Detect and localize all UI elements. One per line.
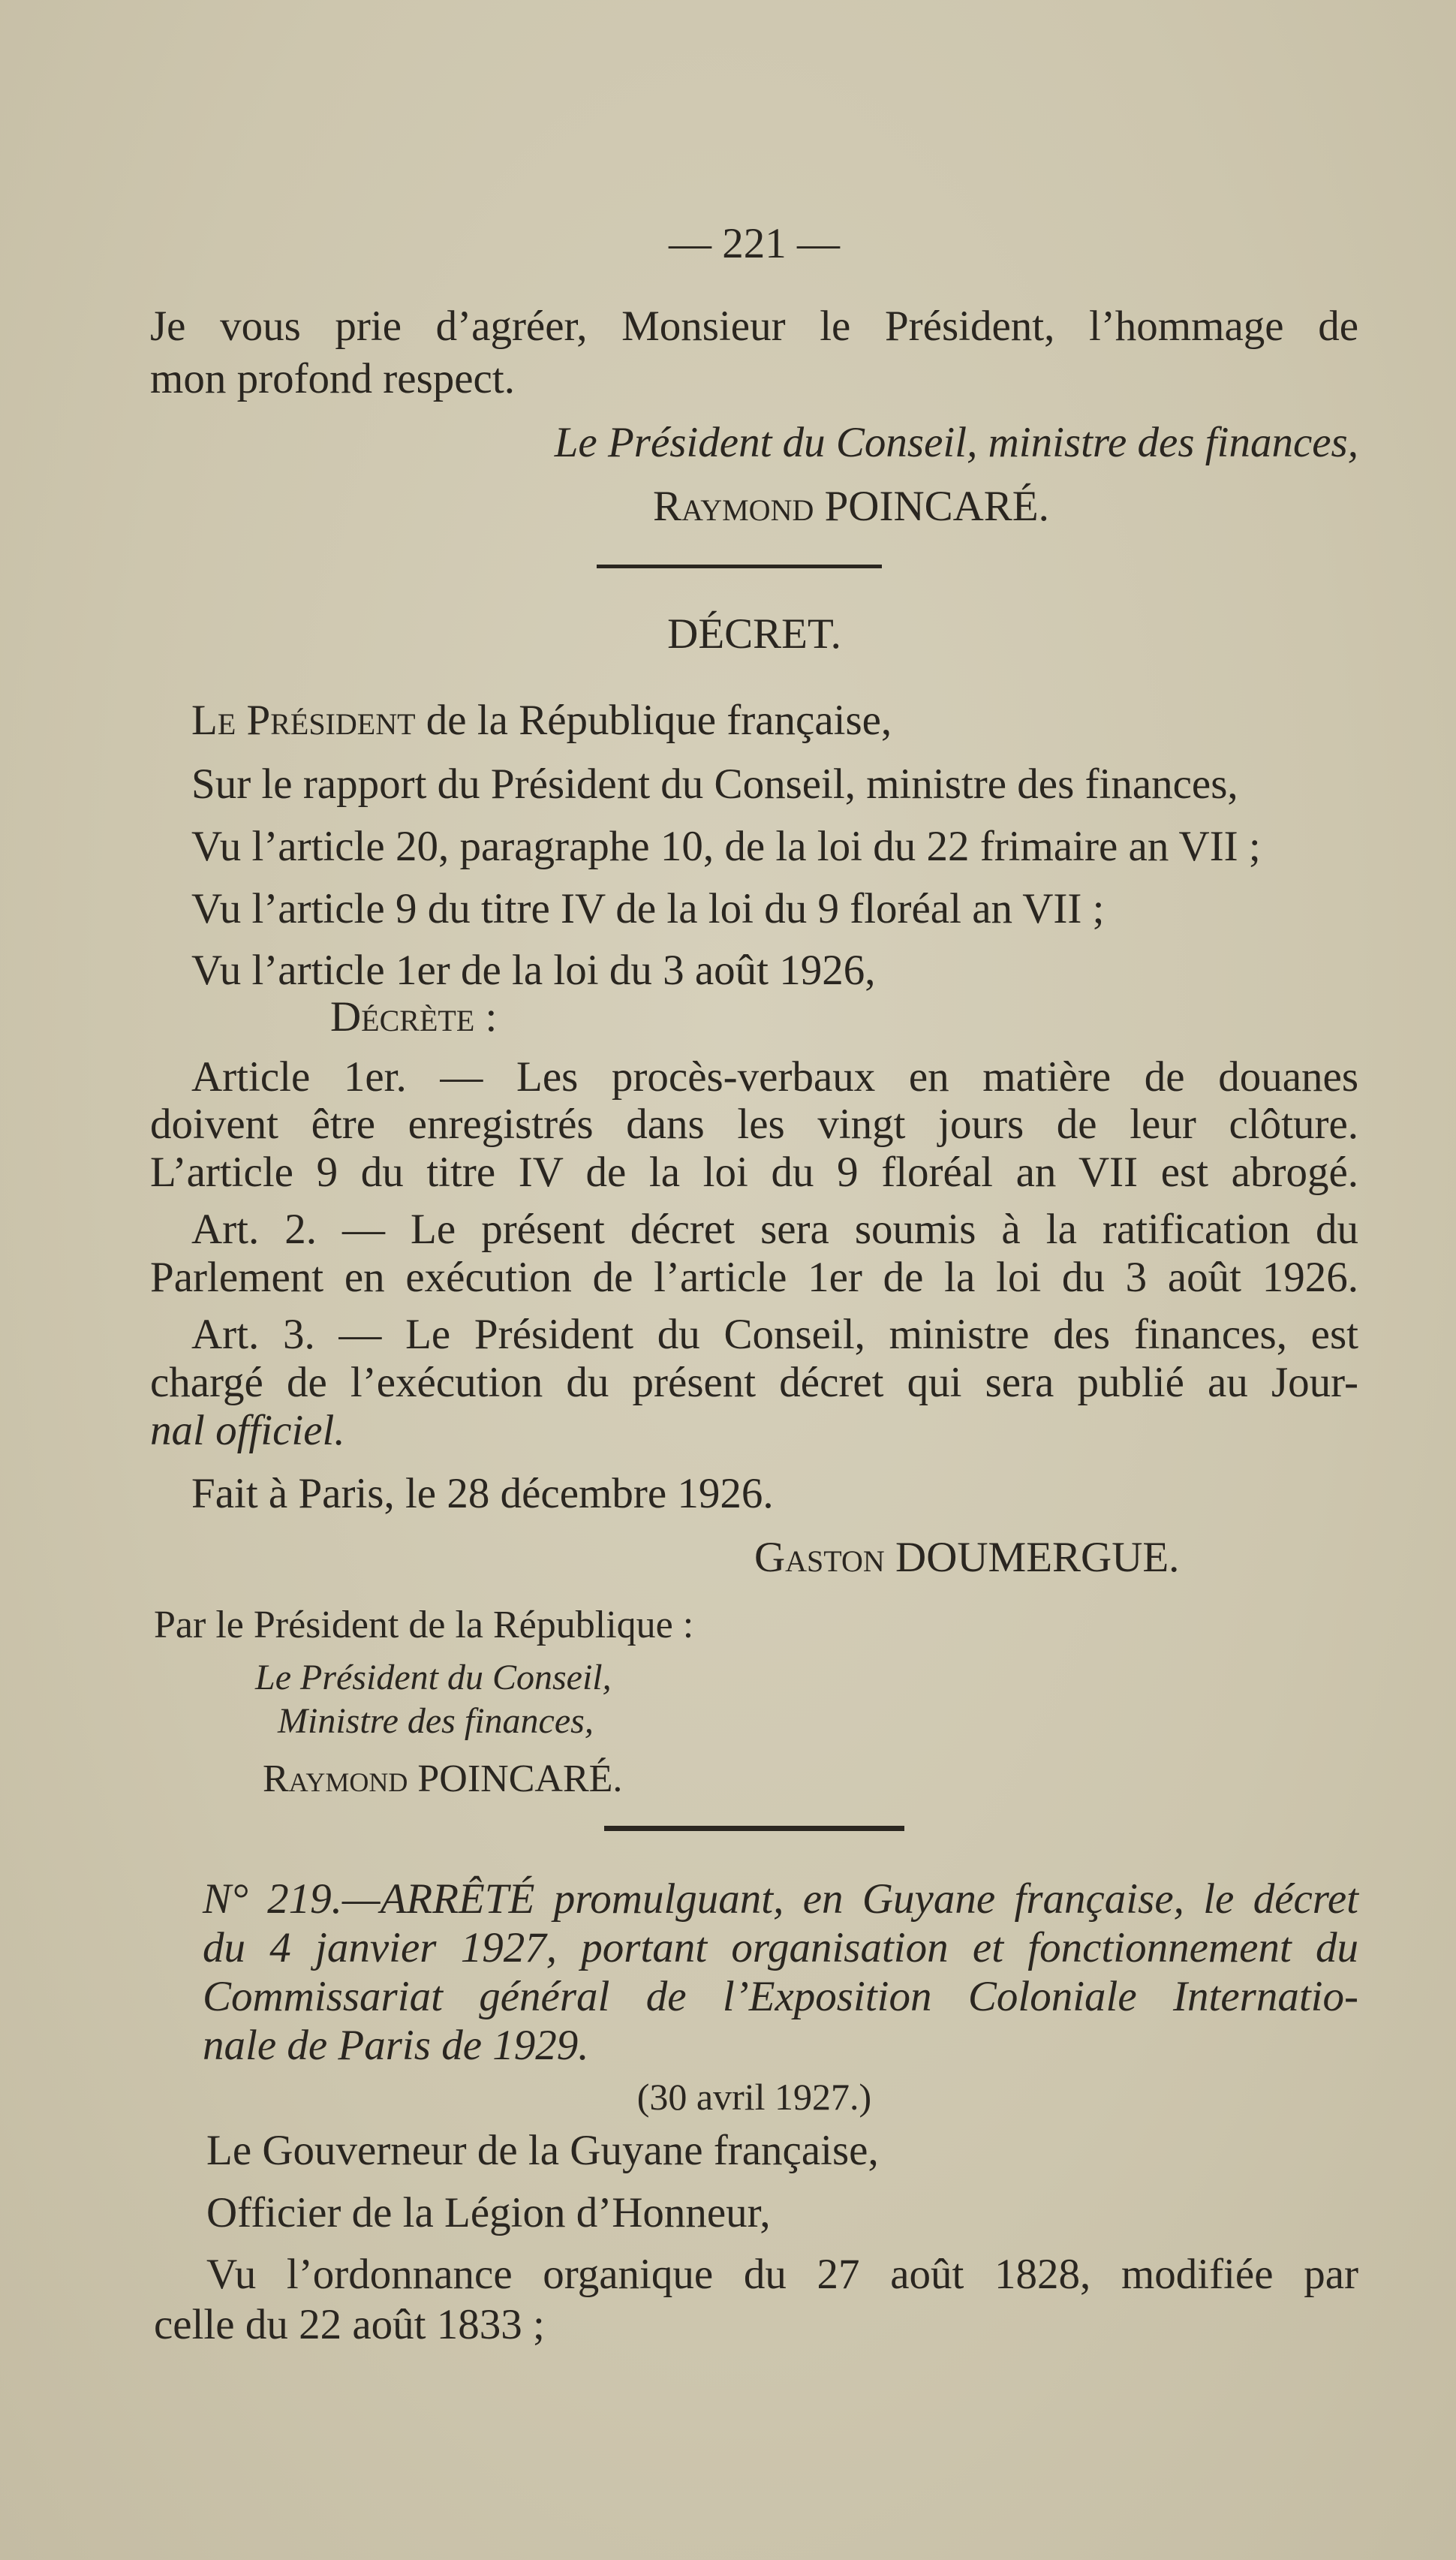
minister-title-2: Ministre des finances, [278, 1701, 594, 1741]
decree-preamble-4: Vu l’article 1er de la loi du 3 août 1926, [191, 947, 876, 994]
decree-preamble-1: Sur le rapport du Président du Conseil, ministre des finances, [191, 760, 1238, 808]
decree-preamble-3: Vu l’article 9 du titre IV de la loi du 9 floréal an VII ; [191, 885, 1105, 932]
article-1-line-1: Article 1er. — Les procès-verbaux en matière de douanes [191, 1053, 1358, 1101]
arrete-title-line-3: Commissariat général de l’Exposition Coloniale Internatio- [203, 1973, 1358, 2020]
article-3-line-1: Art. 3. — Le Président du Conseil, ministre des finances, est [191, 1311, 1358, 1358]
decree-signature: Gaston DOUMERGUE. [754, 1534, 1180, 1581]
article-1-line-3: L’article 9 du titre IV de la loi du 9 floréal an VII est abrogé. [150, 1149, 1358, 1196]
decree-done-at: Fait à Paris, le 28 décembre 1926. [191, 1470, 774, 1517]
arrete-title-line-2: du 4 janvier 1927, portant organisation et fonctionnement du [203, 1924, 1358, 1971]
by-president: Par le Président de la République : [154, 1604, 694, 1646]
divider-rule-2 [604, 1826, 904, 1831]
arrete-line-4: celle du 22 août 1833 ; [154, 2301, 545, 2348]
decree-heading: DÉCRET. [667, 610, 841, 658]
arrete-line-2: Officier de la Légion d’Honneur, [206, 2189, 771, 2236]
minister-name: Raymond POINCARÉ. [263, 1757, 623, 1800]
arrete-line-1: Le Gouverneur de la Guyane française, [206, 2127, 879, 2174]
article-3-line-3: nal officiel. [150, 1407, 345, 1454]
arrete-title-line-4: nale de Paris de 1929. [203, 2022, 589, 2069]
article-2-line-2: Parlement en exécution de l’article 1er de la loi du 3 août 1926. [150, 1254, 1358, 1301]
letter-signatory-title: Le Président du Conseil, ministre des finances, [554, 419, 1358, 466]
arrete-date: (30 avril 1927.) [636, 2076, 872, 2118]
decree-preamble-0: Le Président de la République française, [191, 697, 892, 744]
article-3-line-2: chargé de l’exécution du présent décret qui sera publié au Jour- [150, 1359, 1358, 1406]
letter-closing-line-2: mon profond respect. [150, 355, 515, 402]
letter-signatory-name: Raymond POINCARÉ. [653, 483, 1049, 530]
article-2-line-1: Art. 2. — Le présent décret sera soumis à la ratification du [191, 1206, 1358, 1253]
arrete-line-3: Vu l’ordonnance organique du 27 août 1828, modifiée par [206, 2251, 1358, 2298]
decree-preamble-2: Vu l’article 20, paragraphe 10, de la loi du 22 frimaire an VII ; [191, 823, 1261, 870]
arrete-title-line-1: N° 219.—ARRÊTÉ promulguant, en Guyane française, le décret [203, 1875, 1358, 1923]
minister-title-1: Le Président du Conseil, [255, 1658, 612, 1697]
divider-rule [597, 565, 882, 568]
letter-closing-line-1: Je vous prie d’agréer, Monsieur le Président, l’hommage de [150, 303, 1358, 350]
article-1-line-2: doivent être enregistrés dans les vingt jours de leur clôture. [150, 1101, 1358, 1148]
decree-decrete: Décrète : [330, 993, 498, 1041]
page-number: — 221 — [669, 220, 840, 267]
